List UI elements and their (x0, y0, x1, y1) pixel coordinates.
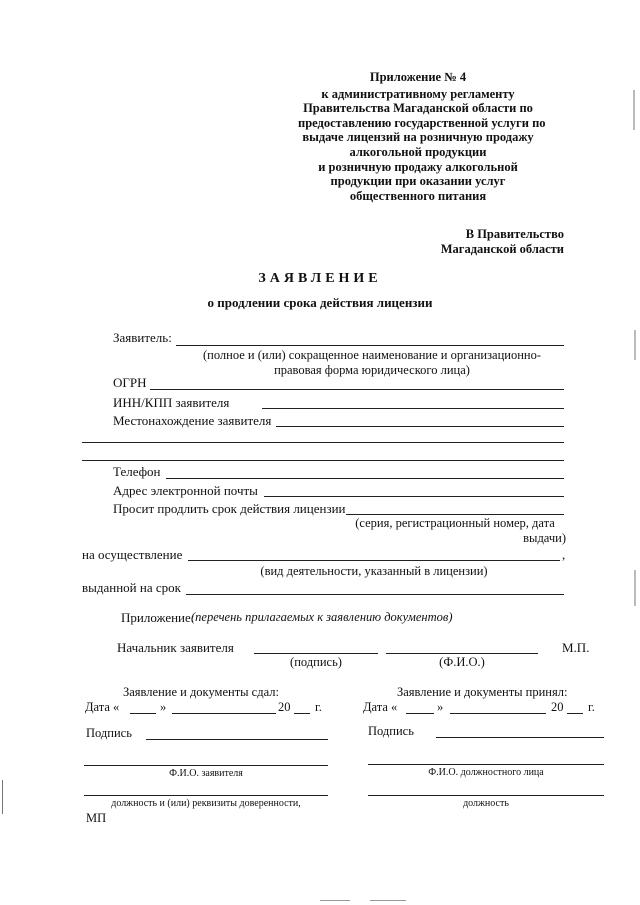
head-label: Начальник заявителя (117, 640, 234, 655)
left-year-suffix: г. (315, 700, 322, 714)
header-line: предоставлению государственной услуги по (298, 115, 546, 130)
header-line: алкогольной продукции (349, 144, 487, 159)
left-date-day-line[interactable] (130, 713, 156, 714)
left-sign-label: Подпись (86, 726, 132, 740)
applicant-input-line[interactable] (176, 345, 564, 346)
header-line: выдаче лицензий на розничную продажу (302, 130, 534, 145)
right-year-prefix: 20 (551, 700, 564, 714)
accepted-title: Заявление и документы принял: (397, 685, 568, 699)
header-line: к административному регламенту (321, 86, 515, 101)
inn-label: ИНН/КПП заявителя (113, 395, 230, 410)
extend-hint-1: (серия, регистрационный номер, дата (355, 516, 555, 530)
applicant-hint-1: (полное и (или) сокращенное наименование и организационно- (202, 348, 542, 362)
issued-label: выданной на срок (82, 580, 181, 595)
scan-artifact (633, 90, 635, 130)
sign-hint: (подпись) (290, 655, 342, 669)
right-date-day-line[interactable] (406, 713, 434, 714)
fio-hint: (Ф.И.О.) (439, 655, 485, 669)
attachment-hint: (перечень прилагаемых к заявлению документов) (191, 610, 453, 624)
location-input-line[interactable] (276, 426, 564, 427)
activity-label: на осуществление (82, 547, 183, 562)
attachment-label: Приложение: (121, 610, 195, 625)
header-line: Правительства Магаданской области по (303, 101, 533, 116)
right-sign-line[interactable] (436, 737, 604, 738)
phone-input-line[interactable] (166, 478, 564, 479)
extend-input-line[interactable] (346, 514, 564, 515)
appendix-title: Приложение № 4 (369, 70, 467, 84)
left-year-line[interactable] (294, 713, 310, 714)
location-label: Местонахождение заявителя (113, 413, 272, 428)
scan-artifact (634, 570, 636, 606)
right-position-line[interactable] (368, 795, 604, 796)
header-line: продукции при оказании услуг (330, 174, 506, 189)
activity-hint: (вид деятельности, указанный в лицензии) (260, 564, 488, 578)
left-date-close: » (160, 700, 167, 714)
submitted-title: Заявление и документы сдал: (123, 685, 279, 699)
addressee-line-2: Магаданской области (440, 242, 564, 256)
scan-artifact (320, 900, 350, 901)
email-input-line[interactable] (264, 496, 564, 497)
applicant-label: Заявитель: (113, 330, 172, 345)
right-date-close: » (437, 700, 444, 714)
right-year-line[interactable] (567, 713, 583, 714)
activity-input-line[interactable] (188, 560, 560, 561)
activity-comma: , (562, 547, 566, 562)
scan-artifact (2, 780, 3, 814)
header-line: и розничную продажу алкогольной (318, 159, 518, 174)
email-label: Адрес электронной почты (113, 483, 258, 498)
document-title: ЗАЯВЛЕНИЕ (258, 271, 382, 286)
right-position-caption: должность (463, 798, 509, 809)
head-sign-line[interactable] (254, 653, 378, 654)
right-year-suffix: г. (588, 700, 595, 714)
left-date-month-line[interactable] (172, 713, 276, 714)
right-date-month-line[interactable] (450, 713, 546, 714)
location-input-line-2[interactable] (82, 442, 564, 443)
head-fio-line[interactable] (386, 653, 538, 654)
left-sign-line[interactable] (146, 739, 328, 740)
right-fio-line[interactable] (368, 764, 604, 765)
phone-label: Телефон (113, 464, 161, 479)
right-sign-label: Подпись (368, 724, 414, 738)
ogrn-input-line[interactable] (150, 389, 564, 390)
location-input-line-3[interactable] (82, 460, 564, 461)
left-date-label: Дата « (85, 700, 120, 714)
left-fio-line[interactable] (84, 765, 328, 766)
left-year-prefix: 20 (278, 700, 291, 714)
extend-label: Просит продлить срок действия лицензии (113, 501, 346, 516)
left-fio-caption: Ф.И.О. заявителя (169, 768, 243, 779)
right-fio-caption: Ф.И.О. должностного лица (428, 767, 544, 778)
stamp-mp: М.П. (562, 640, 590, 655)
left-position-caption: должность и (или) реквизиты доверенности, (111, 798, 301, 809)
left-position-line[interactable] (84, 795, 328, 796)
document-subtitle: о продлении срока действия лицензии (207, 295, 433, 310)
applicant-hint-2: правовая форма юридического лица) (274, 363, 470, 377)
left-mp: МП (86, 811, 107, 825)
appendix-header (298, 70, 546, 203)
extend-hint-2: выдачи) (523, 531, 566, 545)
scan-artifact (370, 900, 406, 901)
header-line: общественного питания (349, 188, 487, 203)
right-date-label: Дата « (363, 700, 398, 714)
inn-input-line[interactable] (262, 408, 564, 409)
issued-input-line[interactable] (186, 594, 564, 595)
ogrn-label: ОГРН (113, 375, 147, 390)
addressee-line-1: В Правительство (465, 227, 564, 241)
scan-artifact (634, 330, 636, 360)
